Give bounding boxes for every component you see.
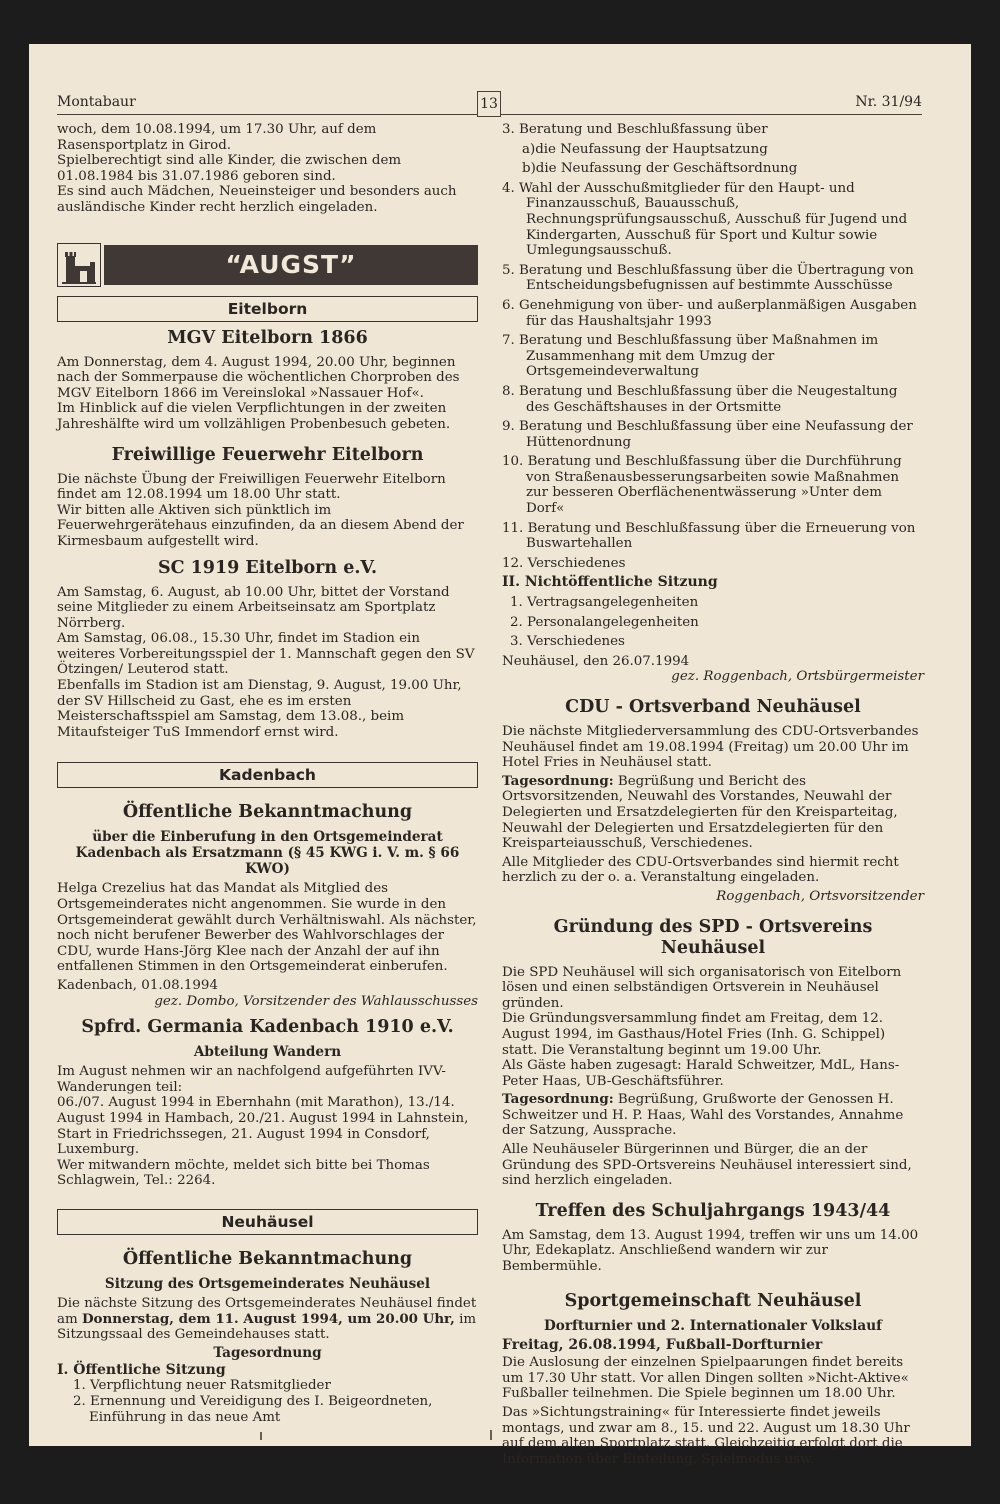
article-subtitle: Sitzung des Ortsgemeinderates Neuhäusel xyxy=(104,1275,431,1292)
agenda-item-text: Personalangelegenheiten xyxy=(527,614,699,630)
article-text: Am Samstag, 6. August, ab 10.00 Uhr, bittet der Vorstand seine Mitglieder zu einem Arbeitseinsatz am Sportplatz Nörrberg. xyxy=(57,584,450,631)
article-text: Die nächste Mitgliederversammlung des CDU-Ortsverbandes Neuhäusel findet am 19.08.1994 (Freitag) um 20.00 Uhr im Hotel Fries in Neuhäusel statt. xyxy=(502,724,919,771)
agenda-item-text: Wahl der Ausschußmitglieder für den Haupt- und Finanzausschuß, Bauausschuß, Rechnungsprüfungsausschuß, Ausschuß für Jugend und Kindergarten, Ausschuß für Sport und Kultur sowie Umlegungsausschuß. xyxy=(519,180,908,259)
article-text: Im August nehmen wir an nachfolgend aufgeführten IVV-Wanderungen teil: xyxy=(57,1064,446,1095)
article-text xyxy=(502,774,924,852)
agenda-item-text: Verpflichtung neuer Ratsmitglieder xyxy=(90,1378,331,1394)
fold-mark xyxy=(490,1430,492,1440)
agenda-item xyxy=(502,521,924,552)
agenda-item xyxy=(502,122,924,138)
article-signature: gez. Roggenbach, Ortsbürgermeister xyxy=(671,669,924,685)
agenda-item xyxy=(502,454,924,516)
article-text: Am Samstag, 06.08., 15.30 Uhr, findet im Stadion ein weiteres Vorbereitungsspiel der 1. Mannschaft gegen den SV Ötzingen/ Leuterod statt. xyxy=(57,631,475,678)
header-location: Montabaur xyxy=(57,94,136,110)
agenda-item-number: 5. xyxy=(502,262,515,278)
agenda-item-number: 3. xyxy=(510,634,523,650)
agenda-item-text: Beratung und Beschlußfassung über die Übertragung von Entscheidungsbefugnissen auf bestimmte Ausschüsse xyxy=(519,262,914,294)
agenda-item xyxy=(502,384,924,415)
agenda-item-number: 12. xyxy=(502,555,524,571)
header-rule-right xyxy=(500,114,922,115)
article-signature: Roggenbach, Ortsvorsitzender xyxy=(716,888,924,904)
agenda-item-text: Vertragsangelegenheiten xyxy=(527,595,699,611)
agenda-item-text: Beratung und Beschlußfassung über die Neugestaltung des Geschäftshauses in der Ortsmitte xyxy=(519,383,898,415)
castle-logo-icon xyxy=(57,243,101,287)
article-title: Treffen des Schuljahrgangs 1943/44 xyxy=(535,1200,891,1221)
fold-mark xyxy=(260,1432,262,1440)
article-text: Das »Sichtungstraining« für Interessierte findet jeweils montags, und zwar am 8., 15. und 22. August um 18.30 Uhr auf dem alten Sportplatz statt. Gleichzeitig erfolgt dort die Information über Einteilung, Spielmodus usw. xyxy=(502,1405,910,1467)
article-title: Spfrd. Germania Kadenbach 1910 e.V. xyxy=(81,1017,454,1038)
right-column xyxy=(502,122,924,1467)
agenda-item-text: Beratung und Beschlußfassung über die Durchführung von Straßenausbesserungsarbeiten sowie Maßnahmen zur besseren Oberflächenentwässerung »Unter dem Dorf« xyxy=(526,454,902,517)
article-date: Neuhäusel, den 26.07.1994 xyxy=(502,653,690,669)
agenda-item xyxy=(502,333,924,380)
article-text: Helga Crezelius hat das Mandat als Mitglied des Ortsgemeinderates nicht angenommen. Sie wurde in den Ortsgemeinderat gewählt durch Verhältniswahl. Als nächster, noch nicht berufener Bewerber des Wahlvorschlages der CDU, wurde Hans-Jörg Klee nach der Anzahl der auf ihn entfallenen Stimmen in den Ortsgemeinderat einberufen. xyxy=(57,881,477,975)
article-title: Gründung des SPD - Ortsvereins Neuhäusel xyxy=(553,916,873,958)
agenda-part-heading: I. Öffentliche Sitzung xyxy=(57,1361,226,1378)
article-text: Im Hinblick auf die vielen Verpflichtungen in der zweiten Jahreshälfte wird um vollzähligen Probenbesuch gebeten. xyxy=(57,401,451,432)
agenda-item-number: 8. xyxy=(502,383,515,399)
article-text: Am Donnerstag, dem 4. August 1994, 20.00 Uhr, beginnen nach der Sommerpause die wöchentlichen Chorproben des MGV Eitelborn 1866 im Vereinslokal »Nassauer Hof«. xyxy=(57,354,460,401)
agenda-item xyxy=(502,298,924,329)
article-text: Als Gäste haben zugesagt: Harald Schweitzer, MdL, Hans-Peter Haas, UB-Geschäftsführer. xyxy=(502,1058,900,1089)
article-subtitle: über die Einberufung in den Ortsgemeinderat Kadenbach als Ersatzmann (§ 45 KWG i. V. m. § 66 KWO) xyxy=(75,829,460,878)
agenda-item xyxy=(57,1378,478,1394)
agenda-item-number: 2. xyxy=(73,1393,86,1409)
article-subtitle: Abteilung Wandern xyxy=(193,1044,342,1061)
section-header-eitelborn: Eitelborn xyxy=(57,296,478,322)
agenda-label: Tagesordnung: xyxy=(502,772,614,789)
agenda-title: Tagesordnung xyxy=(213,1344,322,1361)
agenda-item-number: 3. xyxy=(502,122,515,137)
agenda-item xyxy=(502,615,924,631)
agenda-item xyxy=(502,634,924,650)
article-date: Kadenbach, 01.08.1994 xyxy=(57,978,218,993)
agenda-item-number: 6. xyxy=(502,297,515,313)
agenda-item xyxy=(502,419,924,450)
augst-banner-title: “AUGST” xyxy=(104,245,478,285)
issue-number: Nr. 31/94 xyxy=(855,94,922,110)
article-text: Am Samstag, dem 13. August 1994, treffen wir uns um 14.00 Uhr, Edekaplatz. Anschließend wandern wir zur Bembermühle. xyxy=(502,1227,919,1275)
agenda-item-text: Beratung und Beschlußfassung über eine Neufassung der Hüttenordnung xyxy=(519,419,913,450)
agenda-item-number: 9. xyxy=(502,419,515,435)
agenda-item-text: Ernennung und Vereidigung des I. Beigeordneten, Einführung in das neue Amt xyxy=(89,1393,433,1425)
article-text: Die Auslosung der einzelnen Spielpaarungen findet bereits um 17.30 Uhr statt. Vor allen Dingen sollten »Nicht-Aktive« Fußballer teilnehmen. Die Spiele beginnen um 18.00 Uhr. xyxy=(502,1355,909,1402)
article-title: Freiwillige Feuerwehr Eitelborn xyxy=(111,444,424,465)
agenda-item-text: Verschiedenes xyxy=(527,634,625,650)
agenda-item xyxy=(502,556,924,572)
article-text xyxy=(502,1092,924,1139)
section-header-kadenbach: Kadenbach xyxy=(57,762,478,788)
article-title: Sportgemeinschaft Neuhäusel xyxy=(564,1290,862,1311)
intro-paragraph: Spielberechtigt sind alle Kinder, die zwischen dem 01.08.1984 bis 31.07.1986 geboren sind. xyxy=(57,153,402,184)
agenda-item-number: 7. xyxy=(502,333,515,349)
agenda-item-number: 1. xyxy=(73,1378,86,1394)
article-text: Die Gründungsversammlung findet am Freitag, dem 12. August 1994, im Gasthaus/Hotel Fries (Inh. G. Schippel) statt. Die Veranstaltung beginnt um 19.00 Uhr. xyxy=(502,1011,886,1058)
agenda-part-heading: II. Nichtöffentliche Sitzung xyxy=(502,574,718,591)
agenda-item xyxy=(502,181,924,259)
agenda-item-number: 11. xyxy=(502,520,524,536)
article-title: CDU - Ortsverband Neuhäusel xyxy=(565,697,861,717)
agenda-item-text: Beratung und Beschlußfassung über Maßnahmen im Zusammenhang mit dem Umzug der Ortsgemeindeverwaltung xyxy=(519,333,879,380)
article-title: Öffentliche Bekanntmachung xyxy=(122,1248,413,1269)
page-number: 13 xyxy=(477,91,501,117)
intro-paragraph: Es sind auch Mädchen, Neueinsteiger und besonders auch ausländische Kinder recht herzlich eingeladen. xyxy=(57,184,457,215)
intro-paragraph: woch, dem 10.08.1994, um 17.30 Uhr, auf dem Rasensportplatz in Girod. xyxy=(57,122,377,153)
article-title: MGV Eitelborn 1866 xyxy=(167,327,368,348)
article-text-part: im Sitzungssaal des Gemeindehauses statt. xyxy=(57,1311,477,1343)
agenda-item xyxy=(502,595,924,611)
agenda-item-text: Genehmigung von über- und außerplanmäßigen Ausgaben für das Haushaltsjahr 1993 xyxy=(519,297,917,329)
event-heading: Freitag, 26.08.1994, Fußball-Dorfturnier xyxy=(502,1336,823,1353)
article-text: Wir bitten alle Aktiven sich pünktlich im Feuerwehrgerätehaus einzufinden, da an diesem Abend der Kirmesbaum aufgestellt wird. xyxy=(57,502,464,549)
article-subtitle: Dorfturnier und 2. Internationaler Volkslauf xyxy=(544,1317,882,1334)
article-text: Wer mitwandern möchte, meldet sich bitte bei Thomas Schlagwein, Tel.: 2264. xyxy=(57,1157,430,1189)
article-text: Die SPD Neuhäusel will sich organisatorisch von Eitelborn lösen und einen selbständigen Ortsverein in Neuhäusel gründen. xyxy=(502,964,902,1011)
agenda-subitem: a)die Neufassung der Hauptsatzung xyxy=(522,141,768,157)
agenda-item-text: Beratung und Beschlußfassung über xyxy=(519,122,768,137)
agenda-item xyxy=(502,263,924,294)
article-text: Die nächste Übung der Freiwilligen Feuerwehr Eitelborn findet am 12.08.1994 um 18.00 Uhr statt. xyxy=(57,471,446,503)
article-text: Alle Neuhäuseler Bürgerinnen und Bürger, die an der Gründung des SPD-Ortsvereins Neuhäusel interessiert sind, sind herzlich eingeladen. xyxy=(502,1142,912,1189)
article-signature: gez. Dombo, Vorsitzender des Wahlausschusses xyxy=(154,993,478,1009)
article-text-part: Die nächste Sitzung des Ortsgemeinderates Neuhäusel findet am xyxy=(57,1295,477,1327)
article-text-part: Begrüßung und Bericht des Ortsvorsitzenden, Neuwahl des Vorstandes, Neuwahl der Delegierten und Ersatzdelegierten für den Kreisparteitag, Neuwahl der Delegierten und Ersatzdelegierten für den Kreisparteiausschuß, Verschiedenes. xyxy=(502,773,898,852)
agenda-subitem: b)die Neufassung der Geschäftsordnung xyxy=(522,161,798,177)
augst-banner xyxy=(57,244,478,286)
meeting-date: Donnerstag, dem 11. August 1994, um 20.00 Uhr, xyxy=(81,1310,455,1327)
agenda-item xyxy=(73,1394,478,1425)
article-text: Alle Mitglieder des CDU-Ortsverbandes sind hiermit recht herzlich zu der o. a. Veranstaltung eingeladen. xyxy=(502,854,899,886)
left-column xyxy=(57,122,478,1429)
article-title: SC 1919 Eitelborn e.V. xyxy=(157,557,378,578)
agenda-item-text: Beratung und Beschlußfassung über die Erneuerung von Buswartehallen xyxy=(526,520,916,552)
agenda-item-number: 2. xyxy=(510,614,523,630)
section-header-neuhaeusel: Neuhäusel xyxy=(57,1209,478,1235)
agenda-item-number: 10. xyxy=(502,454,524,470)
agenda-item-number: 1. xyxy=(510,595,523,611)
agenda-item-text: Verschiedenes xyxy=(527,555,626,571)
article-text: 06./07. August 1994 in Ebernhahn (mit Marathon), 13./14. August 1994 in Hambach, 20./21. August 1994 in Lahnstein, Start in Friedrichssegen, 21. August 1994 in Consdorf, Luxemburg. xyxy=(57,1095,469,1158)
header-rule-left xyxy=(57,114,477,115)
article-text: Ebenfalls im Stadion ist am Dienstag, 9. August, 19.00 Uhr, der SV Hillscheid zu Gast, ehe es im ersten Meisterschaftsspiel am Samstag, dem 13.08., beim Mitaufsteiger TuS Immendorf ernst wird. xyxy=(57,678,462,740)
article-text-part: Begrüßung, Grußworte der Genossen H. Schweitzer und H. P. Haas, Wahl des Vorstandes, Annahme der Satzung, Aussprache. xyxy=(502,1092,904,1139)
article-text xyxy=(57,1296,478,1343)
article-title: Öffentliche Bekanntmachung xyxy=(122,802,413,823)
agenda-label: Tagesordnung: xyxy=(502,1091,614,1108)
agenda-item-number: 4. xyxy=(502,180,515,196)
